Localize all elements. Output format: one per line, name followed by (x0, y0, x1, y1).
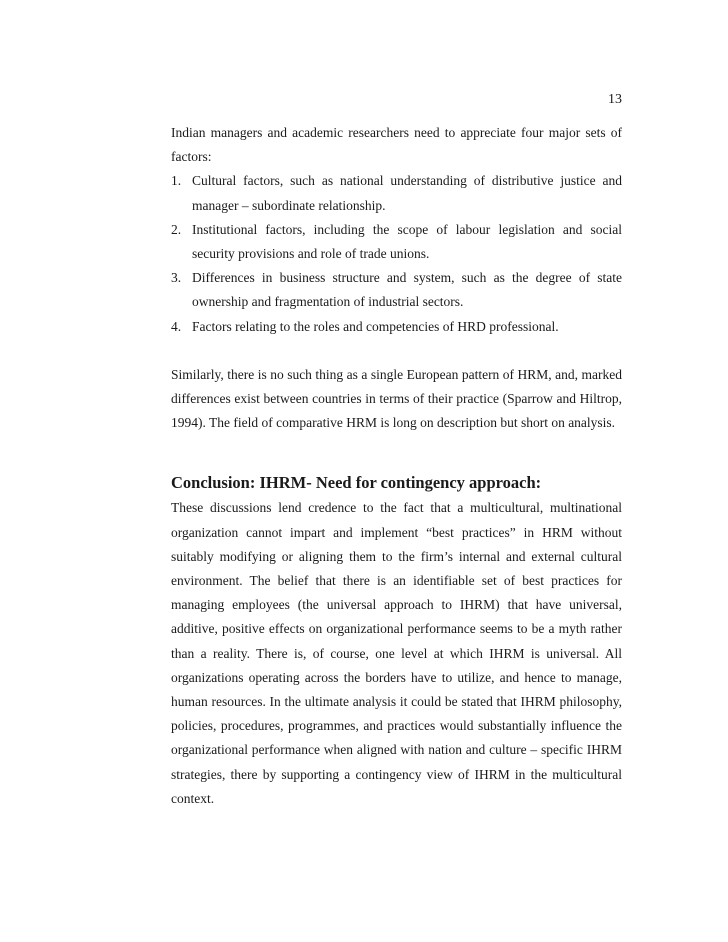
page-content (171, 121, 622, 811)
list-item-number: 4. (171, 318, 182, 334)
list-item (171, 266, 622, 314)
section-spacer (171, 435, 622, 470)
page-number: 13 (608, 92, 622, 107)
list-item (171, 218, 622, 266)
factors-list (171, 169, 622, 338)
list-item-number: 3. (171, 270, 182, 286)
section-heading: Conclusion: IHRM- Need for contingency approach: (171, 473, 542, 493)
list-item (171, 315, 622, 339)
list-item (171, 169, 622, 217)
list-item-text: Cultural factors, such as national understanding of distributive justice and manager – subordinate relationship. (192, 173, 622, 213)
europe-paragraph: Similarly, there is no such thing as a single European pattern of HRM, and, marked differences exist between countries in terms of their practice (Sparrow and Hiltrop, 1994). The field of comparative HRM is long on description but short on analysis. (171, 366, 622, 431)
list-item-text: Differences in business structure and system, such as the degree of state ownership and fragmentation of industrial sectors. (192, 270, 622, 310)
conclusion-paragraph: These discussions lend credence to the fact that a multicultural, multinational organization cannot impart and implement “best practices” in HRM without suitably modifying or aligning them to the firm’s internal and external cultural environment. The belief that there is an identifiable set of best practices for managing employees (the universal approach to IHRM) that have universal, additive, positive effects on organizational performance seems to be a myth rather than a reality. There is, of course, one level at which IHRM is universal. All organizations operating across the borders have to utilize, and hence to manage, human resources. In the ultimate analysis it could be stated that IHRM philosophy, policies, procedures, programmes, and practices would substantially influence the organizational performance when aligned with nation and culture – specific IHRM strategies, there by supporting a contingency view of IHRM in the multicultural context. (171, 500, 622, 806)
list-item-number: 2. (171, 221, 182, 237)
list-item-text: Institutional factors, including the scope of labour legislation and social security provisions and role of trade unions. (192, 221, 622, 262)
list-item-number: 1. (171, 173, 182, 189)
list-item-text: Factors relating to the roles and competencies of HRD professional. (192, 318, 559, 334)
paragraph-spacer (171, 339, 622, 363)
intro-paragraph: Indian managers and academic researchers need to appreciate four major sets of factors: (171, 125, 622, 165)
